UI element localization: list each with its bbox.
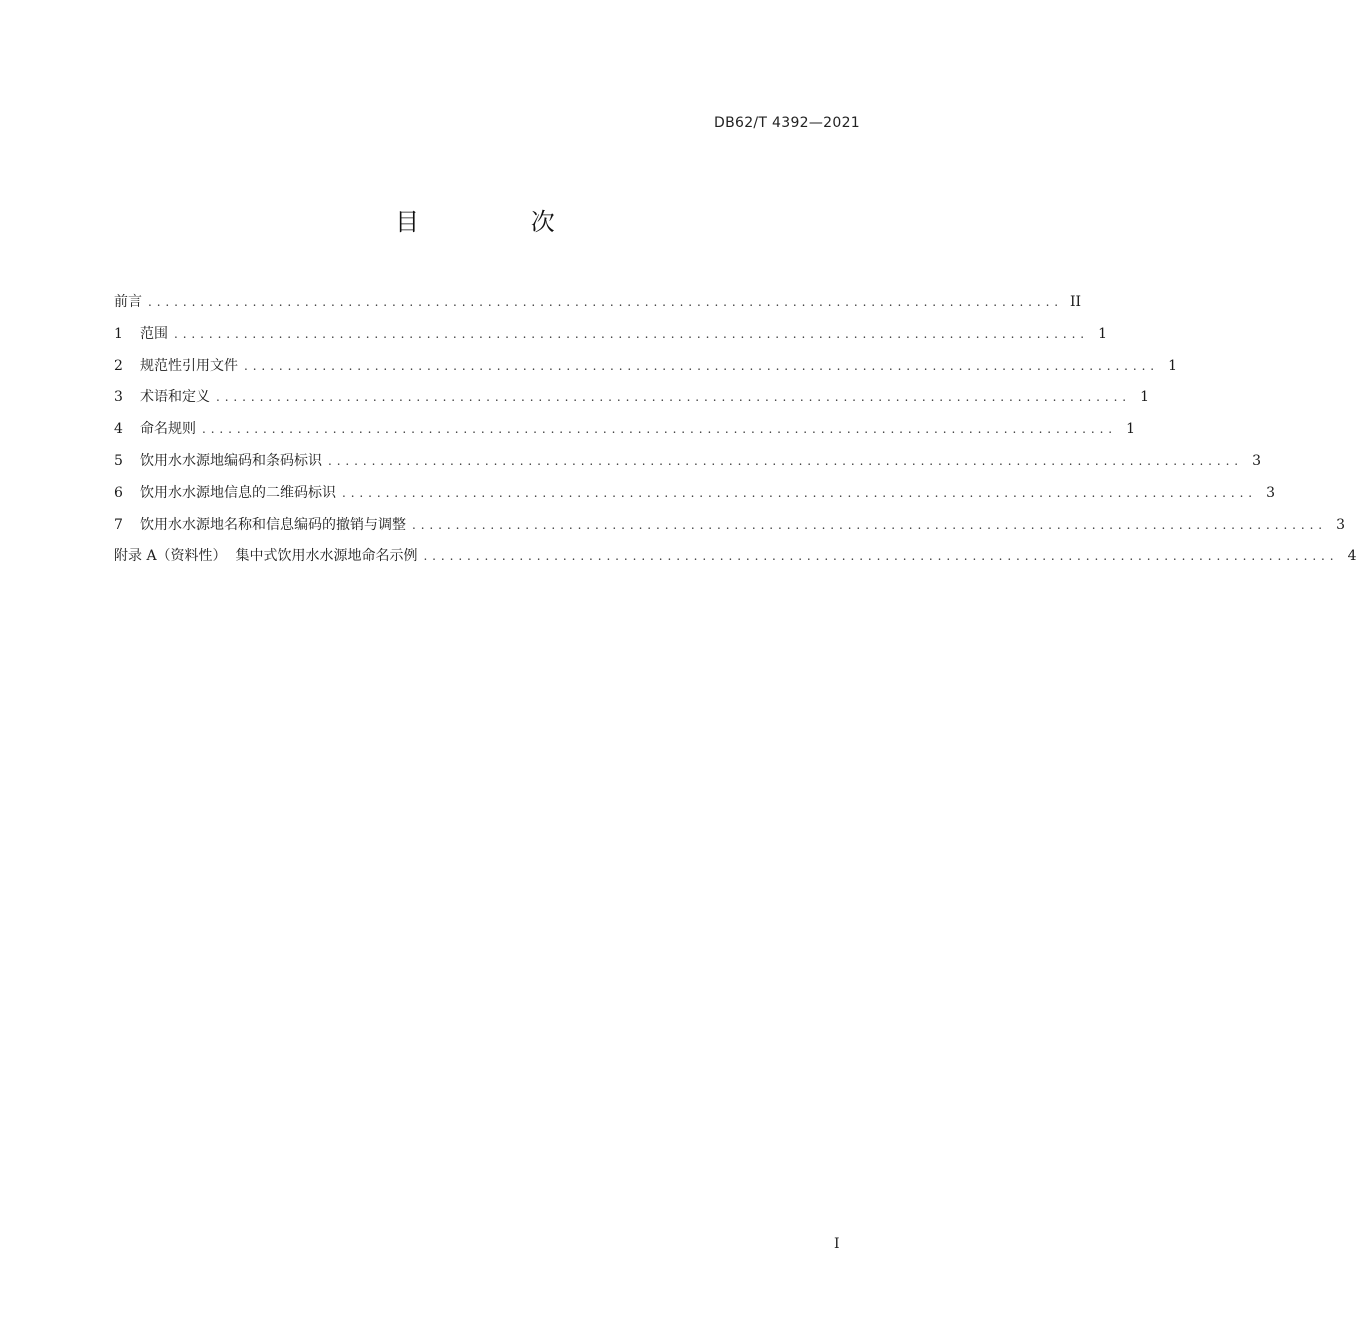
toc-entry-label: 附录 A（资料性） 集中式饮用水水源地命名示例	[114, 548, 418, 565]
toc-entry-number: 5	[114, 452, 123, 469]
toc-leader-dots: .........................................................................................................	[174, 326, 1090, 341]
toc-entry-5[interactable]	[114, 446, 1262, 478]
toc-leader-dots: .........................................................................................................	[328, 453, 1244, 468]
toc-entry-label: 命名规则	[140, 421, 196, 438]
toc-leader-dots: .........................................................................................................	[216, 390, 1132, 405]
toc-entry-appendix-a[interactable]	[114, 541, 1357, 573]
toc-entry-page: 3	[1336, 516, 1346, 533]
toc-entry-label: 术语和定义	[140, 389, 210, 406]
toc-entry-label: 饮用水水源地编码和条码标识	[140, 452, 322, 469]
toc-leader-dots: .........................................................................................................	[244, 358, 1160, 373]
toc-entry-page: 1	[1168, 357, 1178, 374]
page-number: I	[834, 1236, 840, 1252]
toc-leader-dots: .........................................................................................................	[412, 517, 1328, 532]
toc-entry-foreword[interactable]	[114, 287, 1082, 319]
toc-entry-page: 4	[1347, 548, 1357, 565]
toc-entry-4[interactable]	[114, 414, 1136, 446]
toc-leader-dots: .........................................................................................................	[342, 485, 1258, 500]
toc-entry-label: 前言	[114, 294, 142, 310]
toc-entry-number: 3	[114, 389, 123, 406]
toc-entry-page: II	[1069, 294, 1082, 310]
toc-entry-2[interactable]	[114, 351, 1178, 383]
toc-entry-3[interactable]	[114, 382, 1150, 414]
toc-entry-label: 范围	[140, 325, 168, 342]
toc-entry-number: 2	[114, 357, 123, 374]
toc-entry-6[interactable]	[114, 478, 1276, 510]
toc-entry-page: 3	[1252, 452, 1262, 469]
toc-entry-page: 1	[1126, 421, 1136, 438]
toc-entry-number: 1	[114, 325, 123, 342]
page-title: 目 次	[395, 208, 607, 236]
table-of-contents	[114, 287, 1357, 573]
document-code: DB62/T 4392—2021	[714, 115, 860, 131]
toc-entry-1[interactable]	[114, 319, 1108, 351]
toc-leader-dots: .........................................................................................................	[202, 422, 1118, 437]
toc-entry-label: 饮用水水源地信息的二维码标识	[140, 484, 336, 501]
toc-entry-label: 规范性引用文件	[140, 357, 238, 374]
toc-entry-page: 3	[1266, 484, 1276, 501]
toc-entry-label: 饮用水水源地名称和信息编码的撤销与调整	[140, 516, 406, 533]
toc-entry-7[interactable]	[114, 510, 1346, 542]
toc-entry-number: 7	[114, 516, 123, 533]
toc-leader-dots: .........................................................................................................	[423, 549, 1339, 564]
toc-entry-number: 6	[114, 484, 123, 501]
toc-entry-page: 1	[1098, 325, 1108, 342]
toc-entry-number: 4	[114, 421, 123, 438]
toc-entry-page: 1	[1140, 389, 1150, 406]
toc-leader-dots: .........................................................................................................	[148, 295, 1064, 309]
